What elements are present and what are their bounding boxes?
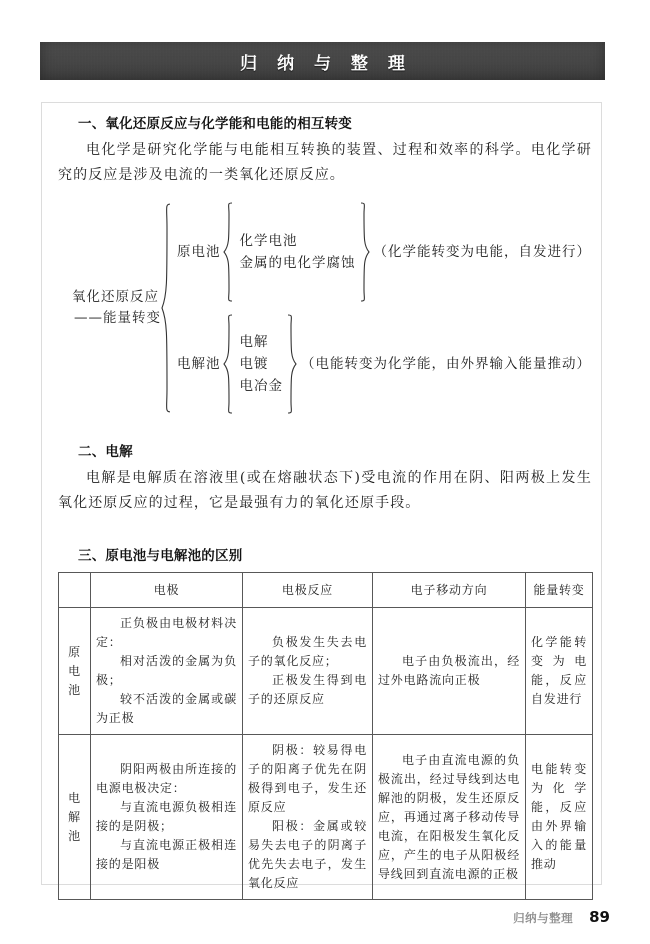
brace-diagram [58,202,592,414]
diagram-root-label [72,287,161,329]
group-1-brace-icon [223,202,234,302]
diagram-group-1-items [234,230,359,274]
section-1-heading: 一、氧化还原反应与化学能和电能的相互转变 [78,116,352,132]
diagram-group-2-item-2: 电冶金 [239,378,283,394]
page-footer [513,908,610,926]
diagram-group-1-item-0: 化学电池 [239,233,298,249]
diagram-group-electrolytic-cell [172,314,591,414]
diagram-group-1-note: （化学能转变为电能，自发进行） [373,243,591,260]
table-header-energy: 能量转变 [526,573,593,608]
cell-primary-electrode-line-0: 正负极由电极材料决定： [96,616,237,649]
cell-primary-reaction-line-0: 负极发生失去电子的氧化反应； [248,635,367,668]
cell-electrolytic-energy-text: 电能转变为化学能，反应由外界输入的能量推动 [531,762,587,871]
row-label-electrolytic-char-0: 电 [68,790,81,805]
table-row [59,735,593,900]
cell-primary-energy-text: 化学能转变为电能，反应自发进行 [531,635,587,706]
section-3-heading: 三、原电池与电解池的区别 [78,548,243,564]
row-label-primary-cell [59,608,91,735]
diagram-group-2-name: 电解池 [177,355,221,372]
group-2-close-brace-icon [286,314,297,414]
cell-primary-electrode [91,608,243,735]
table-header-electrode: 电极 [91,573,243,608]
page-header-title: 归 纳 与 整 理 [240,53,412,74]
row-label-electrolytic-char-1: 解 [68,809,81,824]
cell-electrolytic-direction [373,735,526,900]
page-header-banner [40,42,605,80]
table-header-corner [59,573,91,608]
cell-electrolytic-reaction-line-1: 阳极：金属或较易失去电子的阴离子优先失去电子，发生氧化反应 [248,819,367,890]
table-row [59,608,593,735]
section-2-paragraph: 电解是电解质在溶液里(或在熔融状态下)受电流的作用在阴、阳两极上发生氧化还原反应的过程，它是最强有力的氧化还原手段。 [58,470,592,511]
cell-primary-direction [373,608,526,735]
cell-electrolytic-electrode-line-1: 与直流电源负极相连接的是阴极； [96,800,237,833]
diagram-groups [172,202,591,414]
diagram-root-line-2: ——能量转变 [74,310,161,326]
footer-chapter-label: 归纳与整理 [513,911,574,925]
group-1-close-brace-icon [359,202,370,302]
footer-page-number: 89 [589,908,610,926]
cell-electrolytic-reaction-line-0: 阴极：较易得电子的阳离子优先在阴极得到电子，发生还原反应 [248,743,367,814]
comparison-table [58,572,593,900]
cell-electrolytic-reaction [243,735,373,900]
group-2-brace-icon [223,314,234,414]
cell-electrolytic-energy [526,735,593,900]
diagram-group-1-item-1: 金属的电化学腐蚀 [239,255,356,271]
diagram-group-primary-cell [172,202,591,302]
row-label-primary-char-0: 原 [68,644,81,659]
table-header-row [59,573,593,608]
cell-electrolytic-electrode [91,735,243,900]
table-header-direction: 电子移动方向 [373,573,526,608]
diagram-group-2-item-1: 电镀 [239,356,269,372]
row-label-primary-char-2: 池 [68,682,81,697]
diagram-group-2-item-0: 电解 [239,334,269,350]
cell-primary-energy [526,608,593,735]
cell-electrolytic-electrode-line-0: 阴阳两极由所连接的电源电极决定： [96,762,237,795]
section-1-paragraph: 电化学是研究化学能与电能相互转换的装置、过程和效率的科学。电化学研究的反应是涉及电流的一类氧化还原反应。 [58,142,592,183]
row-label-electrolytic-cell [59,735,91,900]
diagram-root-line-1: 氧化还原反应 [72,289,159,305]
table-header-reaction: 电极反应 [243,573,373,608]
cell-primary-reaction [243,608,373,735]
content-body [58,112,592,900]
cell-primary-direction-line-0: 电子由负极流出，经过外电路流向正极 [378,654,520,687]
cell-primary-electrode-line-2: 较不活泼的金属或碳为正极 [96,692,237,725]
cell-primary-electrode-line-1: 相对活泼的金属为负极； [96,654,237,687]
diagram-group-2-items [234,331,287,397]
outer-brace-icon [161,202,172,414]
row-label-electrolytic-char-2: 池 [68,828,81,843]
section-2-heading: 二、电解 [78,444,133,460]
diagram-group-1-name: 原电池 [177,243,221,260]
cell-primary-reaction-line-1: 正极发生得到电子的还原反应 [248,673,367,706]
diagram-group-2-note: （电能转变为化学能，由外界输入能量推动） [301,355,591,372]
row-label-primary-char-1: 电 [68,663,81,678]
cell-electrolytic-direction-line-0: 电子由直流电源的负极流出，经过导线到达电解池的阴极，发生还原反应，再通过离子移动传导电流，在阳极发生氧化反应，产生的电子从阳极经导线回到直流电源的正极 [378,752,520,881]
cell-electrolytic-electrode-line-2: 与直流电源正极相连接的是阳极 [96,838,237,871]
